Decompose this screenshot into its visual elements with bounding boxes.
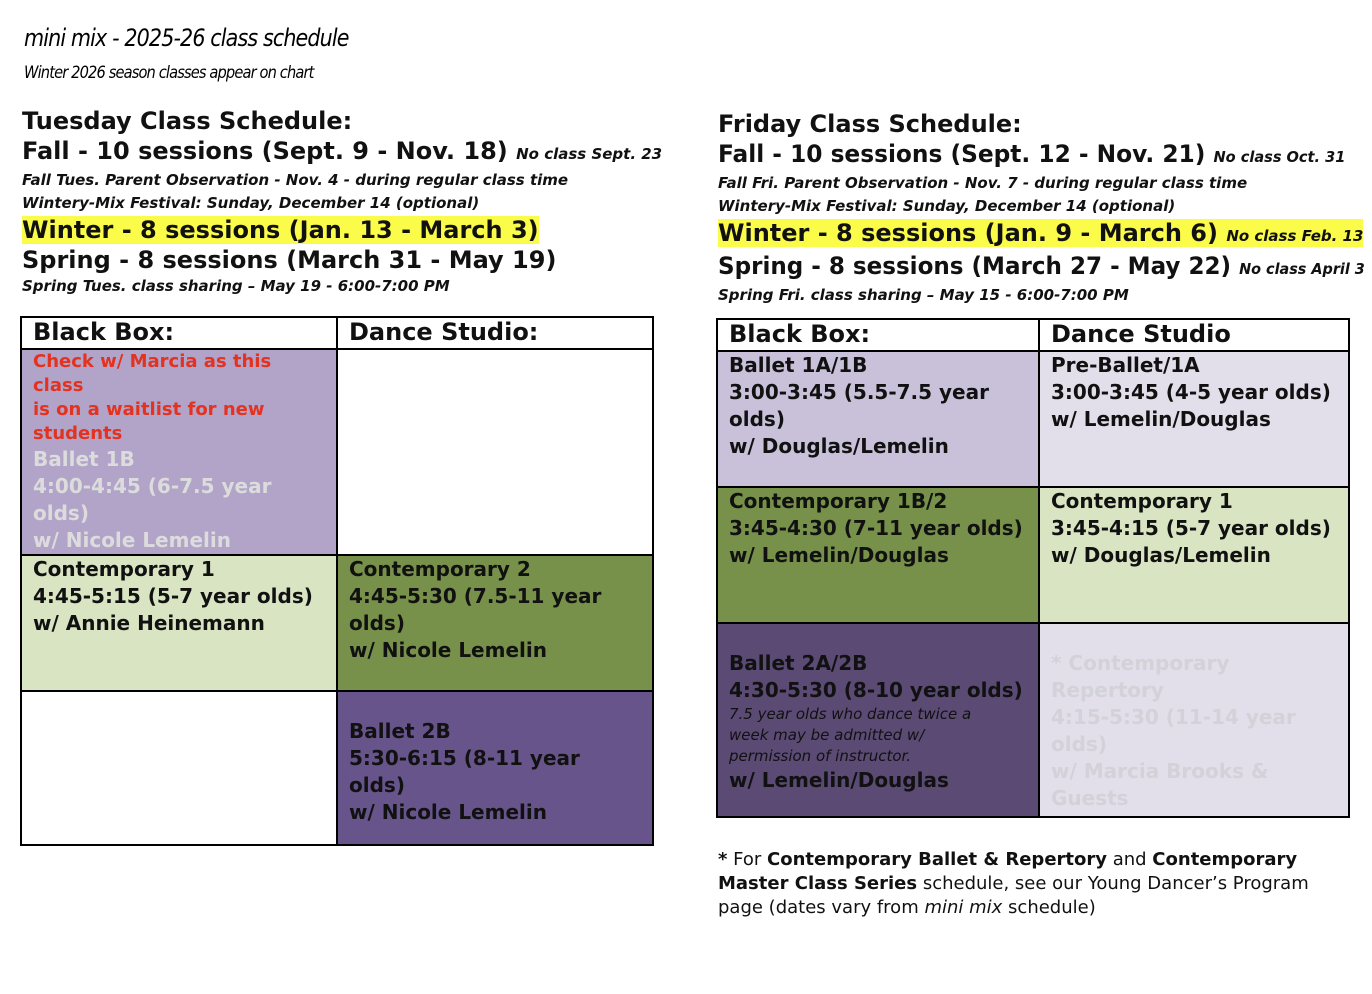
- document-subtitle: Winter 2026 season classes appear on chart: [24, 63, 314, 83]
- class-instructor: w/ Lemelin/Douglas: [729, 768, 949, 792]
- friday-fall: Fall - 10 sessions (Sept. 12 - Nov. 21) No class Oct. 31: [718, 140, 1346, 168]
- waitlist-warning-line1: Check w/ Marcia as this class: [33, 351, 272, 396]
- class-cell-contemporary-2: [337, 555, 653, 691]
- class-instructor: w/ Lemelin/Douglas: [729, 543, 949, 567]
- class-instructor: w/ Annie Heinemann: [33, 611, 265, 635]
- class-time: 3:00-3:45 (5.5-7.5 year olds): [729, 380, 989, 431]
- table-header-row: [717, 319, 1349, 351]
- column-header-dance-studio: Dance Studio: [1039, 319, 1349, 351]
- table-row: [717, 487, 1349, 623]
- class-note-line2: week may be admitted w/: [729, 726, 925, 744]
- tuesday-winter: Winter - 8 sessions (Jan. 13 - March 3): [22, 216, 539, 244]
- tuesday-observation: Fall Tues. Parent Observation - Nov. 4 - during regular class time: [22, 171, 569, 189]
- class-cell-ballet-1a-1b: [717, 351, 1039, 487]
- class-note-line3: permission of instructor.: [729, 747, 912, 765]
- friday-heading: Friday Class Schedule:: [718, 110, 1022, 138]
- class-time: 3:45-4:15 (5-7 year olds): [1051, 516, 1331, 540]
- waitlist-warning-line2: is on a waitlist for new students: [33, 399, 265, 444]
- class-time: 4:00-4:45 (6-7.5 year olds): [33, 474, 272, 525]
- class-cell-contemporary-repertory: [1039, 623, 1349, 817]
- class-name: Contemporary 2: [349, 557, 531, 581]
- tuesday-schedule-info: [22, 106, 662, 298]
- friday-schedule-table: [716, 318, 1350, 818]
- friday-winter: Winter - 8 sessions (Jan. 9 - March 6) No class Feb. 13: [718, 219, 1364, 247]
- class-note-line1: 7.5 year olds who dance twice a: [729, 705, 972, 723]
- class-instructor: w/ Marcia Brooks & Guests: [1051, 759, 1269, 810]
- friday-schedule-info: [718, 109, 1372, 307]
- class-instructor: w/ Lemelin/Douglas: [1051, 407, 1271, 431]
- class-time: 4:45-5:15 (5-7 year olds): [33, 584, 313, 608]
- class-instructor: w/ Douglas/Lemelin: [1051, 543, 1271, 567]
- class-name: Ballet 2A/2B: [729, 651, 868, 675]
- class-cell-ballet-2b: [337, 691, 653, 845]
- class-cell-ballet-2a-2b: [717, 623, 1039, 817]
- class-name: Contemporary 1: [33, 557, 215, 581]
- friday-fall-note: No class Oct. 31: [1213, 148, 1346, 166]
- class-cell-contemporary-1b-2: [717, 487, 1039, 623]
- table-row: [21, 555, 653, 691]
- tuesday-festival: Wintery-Mix Festival: Sunday, December 14 (optional): [22, 194, 480, 212]
- class-time: 3:00-3:45 (4-5 year olds): [1051, 380, 1331, 404]
- class-time: 3:45-4:30 (7-11 year olds): [729, 516, 1023, 540]
- class-time: 4:15-5:30 (11-14 year olds): [1051, 705, 1296, 756]
- class-time: 4:45-5:30 (7.5-11 year olds): [349, 584, 602, 635]
- friday-winter-note: No class Feb. 13: [1226, 227, 1364, 245]
- column-header-dance-studio: Dance Studio:: [337, 317, 653, 349]
- tuesday-schedule-table: [20, 316, 654, 846]
- class-name: Ballet 1B: [33, 447, 135, 471]
- class-time: 5:30-6:15 (8-11 year olds): [349, 746, 580, 797]
- friday-spring: Spring - 8 sessions (March 27 - May 22) No class April 3: [718, 252, 1365, 280]
- tuesday-fall: Fall - 10 sessions (Sept. 9 - Nov. 18) No class Sept. 23: [22, 137, 663, 165]
- empty-cell: [337, 349, 653, 555]
- class-time: 4:30-5:30 (8-10 year olds): [729, 678, 1023, 702]
- footnote: * For Contemporary Ballet & Repertory and Contemporary Master Class Series schedule, see our Young Dancer’s Program page (dates vary from mini mix schedule): [718, 849, 1309, 918]
- class-instructor: w/ Douglas/Lemelin: [729, 434, 949, 458]
- document-title: mini mix - 2025-26 class schedule: [24, 24, 349, 52]
- column-header-black-box: Black Box:: [717, 319, 1039, 351]
- table-row: [21, 349, 653, 555]
- class-instructor: w/ Nicole Lemelin: [349, 638, 547, 662]
- table-header-row: [21, 317, 653, 349]
- empty-cell: [21, 691, 337, 845]
- table-row: [717, 623, 1349, 817]
- table-row: [21, 691, 653, 845]
- column-header-black-box: Black Box:: [21, 317, 337, 349]
- class-name: Contemporary 1: [1051, 489, 1233, 513]
- friday-observation: Fall Fri. Parent Observation - Nov. 7 - during regular class time: [718, 174, 1248, 192]
- class-name: Ballet 2B: [349, 719, 451, 743]
- class-name: * Contemporary Repertory: [1051, 651, 1230, 702]
- tuesday-fall-note: No class Sept. 23: [516, 145, 663, 163]
- class-cell-ballet-1b: [21, 349, 337, 555]
- class-instructor: w/ Nicole Lemelin: [33, 528, 231, 552]
- friday-spring-note: No class April 3: [1239, 260, 1365, 278]
- friday-festival: Wintery-Mix Festival: Sunday, December 14 (optional): [718, 197, 1176, 215]
- class-cell-contemporary-1: [1039, 487, 1349, 623]
- class-cell-contemporary-1: [21, 555, 337, 691]
- friday-sharing: Spring Fri. class sharing – May 15 - 6:00-7:00 PM: [718, 286, 1129, 304]
- table-row: [717, 351, 1349, 487]
- class-name: Pre-Ballet/1A: [1051, 353, 1200, 377]
- tuesday-spring: Spring - 8 sessions (March 31 - May 19): [22, 246, 557, 274]
- class-name: Contemporary 1B/2: [729, 489, 948, 513]
- tuesday-sharing: Spring Tues. class sharing – May 19 - 6:00-7:00 PM: [22, 277, 450, 295]
- class-name: Ballet 1A/1B: [729, 353, 868, 377]
- class-cell-pre-ballet-1a: [1039, 351, 1349, 487]
- class-instructor: w/ Nicole Lemelin: [349, 800, 547, 824]
- tuesday-heading: Tuesday Class Schedule:: [22, 107, 353, 135]
